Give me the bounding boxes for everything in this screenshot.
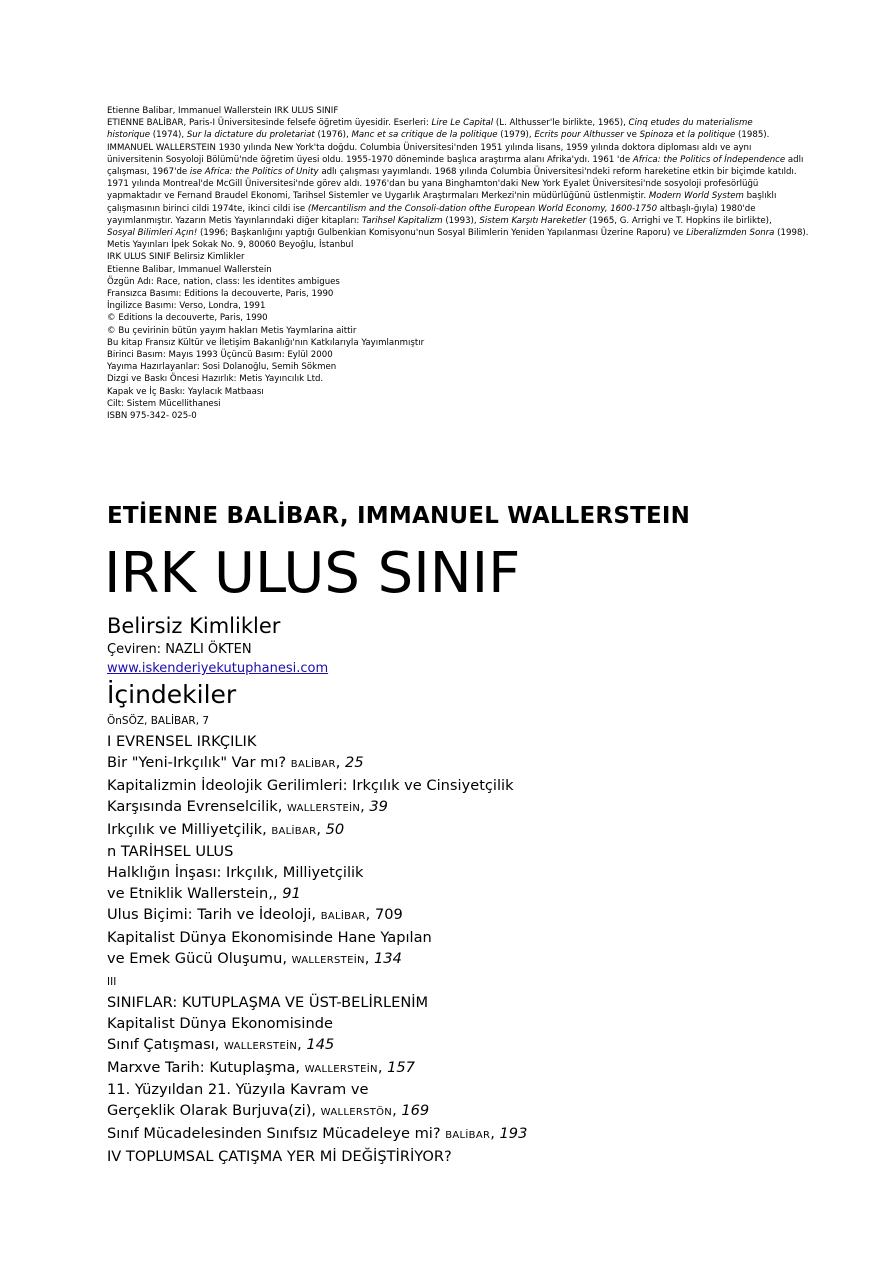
toc-item <box>107 732 807 753</box>
metadata-text: © Editions la decouverte, Paris, 1990 <box>107 313 268 324</box>
toc-heading: İçindekiler <box>107 680 237 709</box>
metadata-italic-text: Modern World System <box>648 191 744 202</box>
toc-item-title: ve Etniklik Wallerstein,, <box>107 885 283 903</box>
toc-page-number: 50 <box>325 820 345 838</box>
toc-item <box>107 884 807 905</box>
toc-item <box>107 863 807 884</box>
toc-item <box>107 820 807 843</box>
toc-item <box>107 1014 807 1035</box>
toc-separator: , <box>490 1125 500 1143</box>
metadata-text: yapmaktadır ve Fernand Braudel Ekonomi, Tarihsel Sistemler ve Uygarlık Araştırmaları Merkezi'nin müdürlüğünü üstlenmiştir. <box>107 191 649 202</box>
metadata-text: Etienne Balibar, Immanuel Wallerstein <box>107 264 272 275</box>
metadata-line <box>107 288 797 300</box>
metadata-text: adlı çalışması yayımlandı. 1968 yılında Columbia Üniversitesi'ndeki reform hareketine etkin bir biçimde katıldı. <box>318 167 797 178</box>
metadata-text: IMMANUEL WALLERSTEIN 1930 yılında New York'ta doğdu. Columbia Üniversitesi'nden 1951 yılında lisans, 1959 yılında doktora diploması aldı ve aynı <box>107 142 752 153</box>
metadata-line <box>107 312 797 324</box>
toc-item-title: 11. Yüzyıldan 21. Yüzyıla Kavram ve <box>107 1081 369 1099</box>
metadata-text: yayımlanmıştır. Yazarın Metis Yayınlarındaki diğer kitapları: <box>107 215 362 226</box>
toc-page-number: 91 <box>282 885 301 903</box>
metadata-text: ETIENNE BALİBAR, Paris-I Üniversitesinde felsefe öğretim üyesidir. Eserleri: <box>107 118 432 129</box>
toc-item <box>107 1124 807 1147</box>
toc-item-title: Gerçeklik Olarak Burjuva(zi), <box>107 1102 321 1120</box>
metadata-line <box>107 190 797 202</box>
metadata-line <box>107 300 797 312</box>
toc-item <box>107 1058 807 1081</box>
copyright-metadata <box>107 105 809 422</box>
metadata-italic-text: Tarihsel Kapitalizm <box>361 215 443 226</box>
metadata-italic-text: historique <box>107 130 151 141</box>
metadata-text: Kapak ve İç Baskı: Yaylacık Matbaası <box>107 386 264 397</box>
toc-separator: , <box>364 949 375 967</box>
toc-item-author: WALLERSTEİN <box>291 954 365 966</box>
metadata-text: Cilt: Sistem Mücellithanesi <box>107 398 221 409</box>
metadata-line <box>107 373 797 385</box>
metadata-text: ISBN 975-342- 025-0 <box>107 411 197 422</box>
metadata-line <box>107 410 797 422</box>
metadata-line <box>107 154 804 166</box>
toc-item-title: IV TOPLUMSAL ÇATIŞMA YER Mİ DEĞİŞTİRİYOR? <box>107 1148 452 1166</box>
metadata-italic-text: ise Africa: the Politics of Unity <box>189 167 319 178</box>
metadata-italic-text: Liberalizmden Sonra <box>686 228 775 239</box>
table-of-contents <box>107 711 807 1168</box>
metadata-text: (1965, G. Arrighi ve T. Hopkins ile birlikte), <box>586 215 772 226</box>
toc-item-title: Bir "Yeni-Irkçılık" Var mı? <box>107 753 291 771</box>
metadata-text: Birinci Basım: Mayıs 1993 Üçüncü Basım: Eylül 2000 <box>107 350 333 361</box>
toc-separator: , <box>360 797 370 815</box>
metadata-line <box>107 142 797 154</box>
metadata-text: (1979), <box>497 130 535 141</box>
toc-item-author: BALİBAR <box>271 825 317 837</box>
toc-separator: , <box>316 820 326 838</box>
toc-page-number: 134 <box>374 949 402 967</box>
toc-item <box>107 842 807 863</box>
toc-item-title: III <box>107 975 117 988</box>
toc-item-title: Kapitalist Dünya Ekonomisinde Hane Yapılan <box>107 929 432 947</box>
metadata-italic-text: Cinq etudes du materialisme <box>628 118 753 129</box>
metadata-text: adlı <box>785 154 804 165</box>
toc-item-author: WALLERSTEİN <box>304 1063 378 1075</box>
metadata-text: Bu kitap Fransız Kültür ve İletişim Bakanlığı'nın Katkılarıyla Yayımlanmıştır <box>107 337 425 348</box>
toc-item-title: Marxve Tarih: Kutuplaşma, <box>107 1058 305 1076</box>
metadata-text: Özgün Adı: Race, nation, class: les identites ambigues <box>107 276 340 287</box>
toc-item <box>107 993 807 1014</box>
metadata-italic-text: Manc et sa critique de la politique <box>351 130 498 141</box>
metadata-text: 1971 yılında Montreal'de McGill Üniversitesi'nde görev aldı. 1976'dan bu yana Binghamton'daki New York Eyalet Üniversitesi'nde sosyoloji profesörlüğü <box>107 179 759 190</box>
metadata-text: © Bu çevirinin bütün yayım hakları Metis Yaymlarina aittir <box>107 325 357 336</box>
metadata-italic-text: (Mercantilism and the Consoli-dation ofthe European World Economy, 1600-1750 <box>307 203 658 214</box>
toc-separator: , <box>377 1058 388 1076</box>
metadata-line <box>107 203 797 215</box>
metadata-text: üniversitenin Sosyoloji Bölümü'nde öğretim üyesi oldu. 1955-1970 döneminde başlıca araştırma alanı Afrika'ydı. 1961 'de <box>107 154 633 165</box>
metadata-italic-text: Lire Le Capital <box>431 118 494 129</box>
toc-page-number: 169 <box>401 1102 430 1120</box>
metadata-line <box>107 361 797 373</box>
metadata-line <box>107 325 797 337</box>
toc-item <box>107 1101 807 1124</box>
toc-item-title: Kapitalist Dünya Ekonomisinde <box>107 1014 333 1032</box>
authors-heading: ETİENNE BALİBAR, IMMANUEL WALLERSTEIN <box>107 503 691 529</box>
metadata-line <box>107 227 809 239</box>
metadata-text: (1976), <box>314 130 352 141</box>
metadata-text: Metis Yayınları İpek Sokak No. 9, 80060 Beyoğlu, İstanbul <box>107 240 354 251</box>
toc-item <box>107 711 807 732</box>
toc-item <box>107 776 807 797</box>
metadata-text: Etienne Balibar, Immanuel Wallerstein IRK ULUS SINIF <box>107 106 339 116</box>
metadata-line <box>107 337 797 349</box>
metadata-line <box>107 215 797 227</box>
toc-item-title: Ulus Biçimi: Tarih ve İdeoloji, <box>107 906 321 924</box>
toc-item-title: n TARİHSEL ULUS <box>107 843 234 861</box>
toc-item <box>107 905 807 928</box>
translator-line: Çeviren: NAZLI ÖKTEN <box>107 642 252 657</box>
toc-item <box>107 1035 807 1058</box>
metadata-italic-text: Spinoza et la politique <box>639 130 736 141</box>
metadata-text: başlıklı <box>743 191 777 202</box>
metadata-italic-text: Ecrits pour Althusser <box>534 130 624 141</box>
toc-item-author: WALLERSTÖN <box>320 1107 393 1119</box>
metadata-italic-text: Sosyal Bilimleri Açın! <box>107 228 198 239</box>
toc-item-title: ve Emek Gücü Oluşumu, <box>107 949 292 967</box>
toc-item <box>107 797 807 820</box>
toc-item <box>107 949 807 972</box>
toc-page-number: 25 <box>345 753 364 771</box>
metadata-text: çalışması, 1967'de <box>107 167 190 178</box>
metadata-text: (1993), <box>442 215 480 226</box>
toc-separator: , <box>335 753 346 771</box>
toc-item <box>107 1147 807 1168</box>
toc-item-title: Karşısında Evrenselcilik, <box>107 797 287 815</box>
toc-page-number: , 709 <box>365 906 403 924</box>
toc-item-author: WALLERSTEİN <box>287 802 361 814</box>
metadata-italic-text: Sur la dictature du proletariat <box>186 130 315 141</box>
toc-item-title: ÖnSÖZ, BALİBAR, 7 <box>107 715 210 727</box>
metadata-text: Yayıma Hazırlayanlar: Sosi Dolanoğlu, Semih Sökmen <box>107 362 337 373</box>
metadata-text: (L. Althusser'le birlikte, 1965), <box>493 118 629 129</box>
metadata-italic-text: Sistem Karşıtı Hareketler <box>479 215 587 226</box>
metadata-text: IRK ULUS SINIF Belirsiz Kimlikler <box>107 252 245 263</box>
toc-item-author: BALİBAR <box>290 758 336 770</box>
toc-page-number: 39 <box>369 797 388 815</box>
toc-item-title: Halklığın İnşası: Irkçılık, Milliyetçilik <box>107 864 364 882</box>
metadata-text: ve <box>623 130 640 141</box>
metadata-text: (1985). <box>735 130 770 141</box>
toc-item-title: Irkçılık ve Milliyetçilik, <box>107 820 272 838</box>
metadata-text: (1998). <box>774 228 809 239</box>
metadata-line <box>107 178 797 190</box>
toc-item <box>107 928 807 949</box>
metadata-text: Fransızca Basımı: Editions la decouverte, Paris, 1990 <box>107 289 334 300</box>
metadata-text: Dizgi ve Baskı Öncesi Hazırlık: Metis Yayıncılık Ltd. <box>107 374 324 385</box>
metadata-line <box>107 398 797 410</box>
metadata-line <box>107 129 797 141</box>
toc-item-title: I EVRENSEL IRKÇILIK <box>107 732 257 750</box>
toc-page-number: 145 <box>306 1035 335 1053</box>
metadata-line <box>107 264 797 276</box>
toc-item-author: BALİBAR <box>320 911 366 923</box>
metadata-italic-text: Africa: the Politics of İndependence <box>632 154 786 165</box>
book-subtitle: Belirsiz Kimlikler <box>107 614 281 638</box>
metadata-text: İngilizce Basımı: Verso, Londra, 1991 <box>107 301 266 312</box>
toc-item-author: BALİBAR <box>445 1130 491 1142</box>
metadata-line <box>107 166 797 178</box>
toc-item <box>107 972 807 993</box>
toc-separator: , <box>392 1102 402 1120</box>
toc-item <box>107 1080 807 1101</box>
toc-item <box>107 753 807 776</box>
metadata-line <box>107 117 797 129</box>
toc-item-title: Sınıf Çatışması, <box>107 1035 225 1053</box>
toc-item-author: WALLERSTEİN <box>224 1040 298 1052</box>
toc-item-title: SINIFLAR: KUTUPLAŞMA VE ÜST-BELİRLENİM <box>107 993 429 1011</box>
metadata-text: çalışmasının birinci cildi 1974te, ikinci cildi ise <box>107 203 308 214</box>
metadata-line <box>107 251 797 263</box>
metadata-line <box>107 349 797 361</box>
toc-page-number: 193 <box>499 1125 528 1143</box>
metadata-line <box>107 105 797 117</box>
toc-item-title: Kapitalizmin İdeolojik Gerilimleri: Irkçılık ve Cinsiyetçilik <box>107 776 514 794</box>
metadata-text: (1996; Başkanlığını yaptığı Gulbenkian Komisyonu'nun Sosyal Bilimlerin Yeniden Yapılanması Üzerine Raporu) ve <box>197 228 687 239</box>
website-link[interactable]: www.iskenderiyekutuphanesi.com <box>107 661 329 676</box>
metadata-text: (1974), <box>150 130 187 141</box>
metadata-line <box>107 276 797 288</box>
metadata-line <box>107 239 797 251</box>
book-title: IRK ULUS SINIF <box>104 541 521 606</box>
toc-separator: , <box>297 1035 307 1053</box>
metadata-text: altbaşlı-ğıyla) 1980'de <box>657 203 756 214</box>
toc-page-number: 157 <box>387 1058 415 1076</box>
toc-item-title: Sınıf Mücadelesinden Sınıfsız Mücadeleye mi? <box>107 1125 446 1143</box>
metadata-line <box>107 386 797 398</box>
